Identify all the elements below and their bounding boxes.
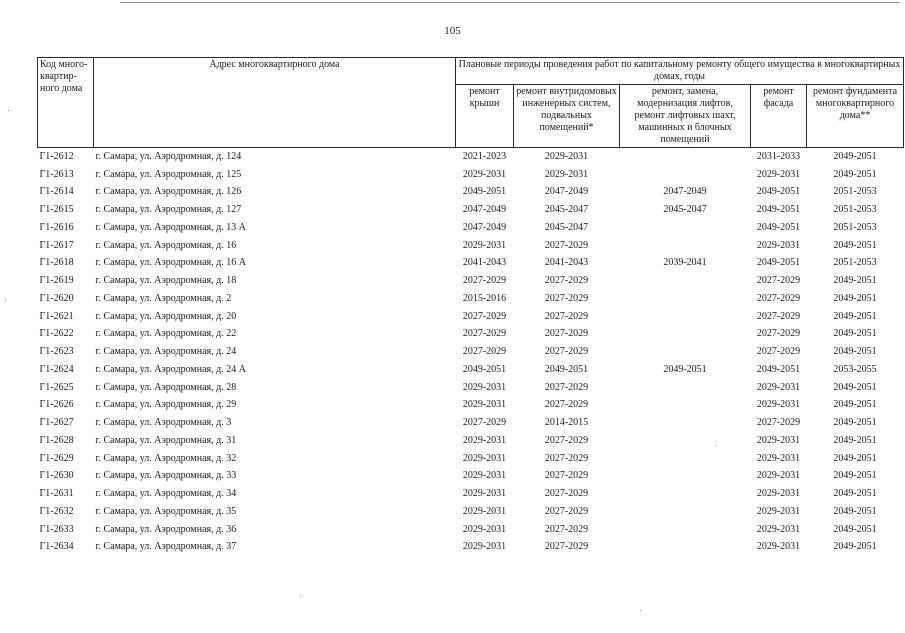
row-address: г. Самара, ул. Аэродромная, д. 3 — [95, 417, 232, 429]
row-foundation: 2049-2051 — [833, 275, 877, 287]
row-engineering: 2027-2029 — [544, 434, 589, 446]
table-row — [38, 166, 904, 184]
table-row — [38, 397, 904, 415]
row-roof: 2027-2029 — [462, 346, 507, 358]
row-foundation: 2051-2053 — [833, 221, 877, 233]
scan-speck — [715, 445, 716, 446]
row-elevator — [620, 343, 751, 361]
table-row — [38, 343, 904, 361]
row-engineering: 2027-2029 — [544, 523, 589, 535]
table-row — [38, 326, 904, 344]
row-foundation: 2049-2051 — [833, 434, 877, 446]
row-engineering: 2047-2049 — [544, 186, 589, 198]
row-foundation: 2049-2051 — [833, 328, 877, 340]
scan-speck — [640, 610, 641, 611]
table-row — [38, 308, 904, 326]
row-engineering: 2029-2031 — [544, 168, 589, 180]
row-address: г. Самара, ул. Аэродромная, д. 20 — [95, 310, 237, 322]
row-roof: 2029-2031 — [462, 239, 507, 251]
row-address: г. Самара, ул. Аэродромная, д. 126 — [95, 186, 242, 198]
header-engineering: ремонт внутридомовых инженерных систем, подвальных помещений* — [514, 85, 620, 148]
row-engineering: 2027-2029 — [544, 541, 589, 553]
row-engineering: 2014-2015 — [544, 417, 589, 429]
table-body — [38, 148, 904, 557]
row-facade: 2027-2029 — [756, 275, 801, 287]
row-roof: 2029-2031 — [462, 168, 507, 180]
row-roof: 2029-2031 — [462, 434, 507, 446]
capital-repair-table — [37, 57, 904, 556]
row-code: Г1-2622 — [39, 328, 74, 340]
table-row — [38, 414, 904, 432]
row-roof: 2029-2031 — [462, 470, 507, 482]
row-address: г. Самара, ул. Аэродромная, д. 16 — [95, 239, 237, 251]
table-row — [38, 521, 904, 539]
row-address: г. Самара, ул. Аэродромная, д. 24 А — [95, 363, 246, 375]
row-code: Г1-2625 — [39, 381, 74, 393]
header-roof: ремонт крыши — [456, 85, 514, 148]
table-row — [38, 255, 904, 273]
row-address: г. Самара, ул. Аэродромная, д. 127 — [95, 204, 242, 216]
row-code: Г1-2631 — [39, 488, 74, 500]
row-address: г. Самара, ул. Аэродромная, д. 16 А — [95, 257, 246, 269]
row-code: Г1-2613 — [39, 168, 74, 180]
row-code: Г1-2617 — [39, 239, 74, 251]
row-engineering: 2027-2029 — [544, 310, 589, 322]
row-engineering: 2029-2031 — [544, 150, 589, 162]
row-facade: 2049-2051 — [756, 257, 801, 269]
table-row — [38, 272, 904, 290]
row-roof: 2027-2029 — [462, 417, 507, 429]
row-facade: 2029-2031 — [756, 381, 801, 393]
row-roof: 2029-2031 — [462, 452, 507, 464]
table-row — [38, 237, 904, 255]
row-facade: 2029-2031 — [756, 399, 801, 411]
row-foundation: 2049-2051 — [833, 381, 877, 393]
row-engineering: 2027-2029 — [544, 399, 589, 411]
row-roof: 2027-2029 — [462, 275, 507, 287]
row-address: г. Самара, ул. Аэродромная, д. 13 А — [95, 221, 246, 233]
row-address: г. Самара, ул. Аэродромная, д. 31 — [95, 434, 237, 446]
row-elevator — [620, 326, 751, 344]
table-row — [38, 450, 904, 468]
row-roof: 2029-2031 — [462, 381, 507, 393]
row-elevator — [620, 432, 751, 450]
row-facade: 2027-2029 — [756, 346, 801, 358]
row-roof: 2049-2051 — [462, 186, 507, 198]
row-facade: 2029-2031 — [756, 452, 801, 464]
header-code: Код много-квартир-ного дома — [38, 58, 94, 148]
row-foundation: 2049-2051 — [833, 505, 877, 517]
row-facade: 2029-2031 — [756, 239, 801, 251]
row-foundation: 2051-2053 — [833, 204, 877, 216]
row-code: Г1-2629 — [39, 452, 74, 464]
row-facade: 2049-2051 — [756, 363, 801, 375]
row-address: г. Самара, ул. Аэродромная, д. 18 — [95, 275, 237, 287]
header-foundation: ремонт фундамента многоквартирного дома** — [807, 85, 904, 148]
row-elevator — [620, 503, 751, 521]
row-code: Г1-2618 — [39, 257, 74, 269]
row-roof: 2029-2031 — [462, 488, 507, 500]
row-code: Г1-2615 — [39, 204, 74, 216]
row-engineering: 2027-2029 — [544, 470, 589, 482]
row-elevator — [620, 379, 751, 397]
row-engineering: 2041-2043 — [544, 257, 589, 269]
row-foundation: 2049-2051 — [833, 310, 877, 322]
row-foundation: 2053-2055 — [833, 363, 877, 375]
row-engineering: 2027-2029 — [544, 328, 589, 340]
row-foundation: 2049-2051 — [833, 150, 877, 162]
row-roof: 2029-2031 — [462, 541, 507, 553]
row-facade: 2029-2031 — [756, 488, 801, 500]
row-code: Г1-2623 — [39, 346, 74, 358]
row-roof: 2049-2051 — [462, 363, 507, 375]
header-facade: ремонт фасада — [751, 85, 807, 148]
row-roof: 2027-2029 — [462, 310, 507, 322]
header-periods: Плановые периоды проведения работ по капитальному ремонту общего имущества в многоквартирных домах, годы — [456, 58, 904, 85]
table-row — [38, 503, 904, 521]
row-address: г. Самара, ул. Аэродромная, д. 36 — [95, 523, 237, 535]
row-engineering: 2027-2029 — [544, 292, 589, 304]
row-facade: 2029-2031 — [756, 168, 801, 180]
row-roof: 2047-2049 — [462, 204, 507, 216]
row-roof: 2029-2031 — [462, 399, 507, 411]
row-roof: 2047-2049 — [462, 221, 507, 233]
row-code: Г1-2634 — [39, 541, 74, 553]
row-facade: 2049-2051 — [756, 186, 801, 198]
row-elevator: 2047-2049 — [663, 186, 707, 198]
row-engineering: 2027-2029 — [544, 381, 589, 393]
header-row-top — [38, 58, 904, 85]
row-facade: 2029-2031 — [756, 505, 801, 517]
row-facade: 2029-2031 — [756, 434, 801, 446]
row-code: Г1-2614 — [39, 186, 74, 198]
row-engineering: 2027-2029 — [544, 505, 589, 517]
row-facade: 2027-2029 — [756, 292, 801, 304]
row-foundation: 2049-2051 — [833, 168, 877, 180]
row-facade: 2049-2051 — [756, 204, 801, 216]
row-address: г. Самара, ул. Аэродромная, д. 37 — [95, 541, 237, 553]
row-engineering: 2045-2047 — [544, 221, 589, 233]
row-engineering: 2049-2051 — [544, 363, 589, 375]
row-roof: 2029-2031 — [462, 505, 507, 517]
row-code: Г1-2619 — [39, 275, 74, 287]
table-row — [38, 361, 904, 379]
table-row — [38, 219, 904, 237]
row-address: г. Самара, ул. Аэродромная, д. 124 — [95, 150, 242, 162]
row-code: Г1-2612 — [39, 150, 74, 162]
table-row — [38, 148, 904, 166]
row-code: Г1-2630 — [39, 470, 74, 482]
row-address: г. Самара, ул. Аэродромная, д. 24 — [95, 346, 237, 358]
row-elevator — [620, 272, 751, 290]
row-address: г. Самара, ул. Аэродромная, д. 125 — [95, 168, 242, 180]
row-elevator — [620, 290, 751, 308]
table-row — [38, 539, 904, 557]
row-elevator — [620, 539, 751, 557]
row-facade: 2031-2033 — [756, 150, 801, 162]
row-engineering: 2027-2029 — [544, 452, 589, 464]
row-elevator: 2049-2051 — [663, 363, 707, 375]
row-roof: 2021-2023 — [462, 150, 507, 162]
row-code: Г1-2632 — [39, 505, 74, 517]
row-elevator — [620, 397, 751, 415]
row-elevator: 2039-2041 — [663, 257, 707, 269]
row-roof: 2027-2029 — [462, 328, 507, 340]
row-address: г. Самара, ул. Аэродромная, д. 33 — [95, 470, 237, 482]
row-address: г. Самара, ул. Аэродромная, д. 29 — [95, 399, 237, 411]
row-engineering: 2027-2029 — [544, 346, 589, 358]
row-code: Г1-2624 — [39, 363, 74, 375]
row-foundation: 2049-2051 — [833, 523, 877, 535]
page-number: 105 — [444, 25, 461, 37]
scan-speck — [5, 300, 6, 301]
row-address: г. Самара, ул. Аэродромная, д. 34 — [95, 488, 237, 500]
scan-speck — [300, 595, 301, 596]
row-roof: 2041-2043 — [462, 257, 507, 269]
row-code: Г1-2628 — [39, 434, 74, 446]
row-address: г. Самара, ул. Аэродромная, д. 28 — [95, 381, 237, 393]
row-foundation: 2049-2051 — [833, 346, 877, 358]
row-elevator — [620, 521, 751, 539]
row-foundation: 2049-2051 — [833, 239, 877, 251]
row-facade: 2029-2031 — [756, 541, 801, 553]
row-roof: 2029-2031 — [462, 523, 507, 535]
row-facade: 2027-2029 — [756, 310, 801, 322]
row-facade: 2029-2031 — [756, 470, 801, 482]
row-facade: 2029-2031 — [756, 523, 801, 535]
header-address: Адрес многоквартирного дома — [94, 58, 456, 148]
row-elevator — [620, 308, 751, 326]
row-address: г. Самара, ул. Аэродромная, д. 2 — [95, 292, 232, 304]
row-elevator — [620, 468, 751, 486]
row-foundation: 2049-2051 — [833, 541, 877, 553]
table-row — [38, 379, 904, 397]
row-engineering: 2045-2047 — [544, 204, 589, 216]
row-roof: 2015-2016 — [462, 292, 507, 304]
row-elevator — [620, 485, 751, 503]
scan-edge-line — [120, 2, 900, 3]
row-address: г. Самара, ул. Аэродромная, д. 22 — [95, 328, 237, 340]
table-row — [38, 201, 904, 219]
table-row — [38, 432, 904, 450]
row-engineering: 2027-2029 — [544, 488, 589, 500]
row-foundation: 2049-2051 — [833, 470, 877, 482]
row-address: г. Самара, ул. Аэродромная, д. 35 — [95, 505, 237, 517]
scan-speck — [8, 110, 9, 111]
row-foundation: 2049-2051 — [833, 399, 877, 411]
row-elevator — [620, 148, 751, 166]
table-row — [38, 485, 904, 503]
row-code: Г1-2627 — [39, 417, 74, 429]
row-facade: 2049-2051 — [756, 221, 801, 233]
row-code: Г1-2633 — [39, 523, 74, 535]
row-foundation: 2051-2053 — [833, 186, 877, 198]
row-elevator — [620, 414, 751, 432]
row-engineering: 2027-2029 — [544, 239, 589, 251]
row-engineering: 2027-2029 — [544, 275, 589, 287]
row-facade: 2027-2029 — [756, 417, 801, 429]
table-row — [38, 290, 904, 308]
row-elevator — [620, 166, 751, 184]
table-row — [38, 184, 904, 202]
table-row — [38, 468, 904, 486]
row-foundation: 2051-2053 — [833, 257, 877, 269]
row-code: Г1-2621 — [39, 310, 74, 322]
row-foundation: 2049-2051 — [833, 292, 877, 304]
row-foundation: 2049-2051 — [833, 417, 877, 429]
row-code: Г1-2616 — [39, 221, 74, 233]
row-elevator — [620, 237, 751, 255]
row-elevator — [620, 219, 751, 237]
row-facade: 2027-2029 — [756, 328, 801, 340]
row-foundation: 2049-2051 — [833, 452, 877, 464]
row-code: Г1-2626 — [39, 399, 74, 411]
row-foundation: 2049-2051 — [833, 488, 877, 500]
header-elevator: ремонт, замена, модернизация лифтов, ремонт лифтовых шахт, машинных и блочных помещений — [620, 85, 751, 148]
row-elevator: 2045-2047 — [663, 204, 707, 216]
row-elevator — [620, 450, 751, 468]
row-code: Г1-2620 — [39, 292, 74, 304]
row-address: г. Самара, ул. Аэродромная, д. 32 — [95, 452, 237, 464]
